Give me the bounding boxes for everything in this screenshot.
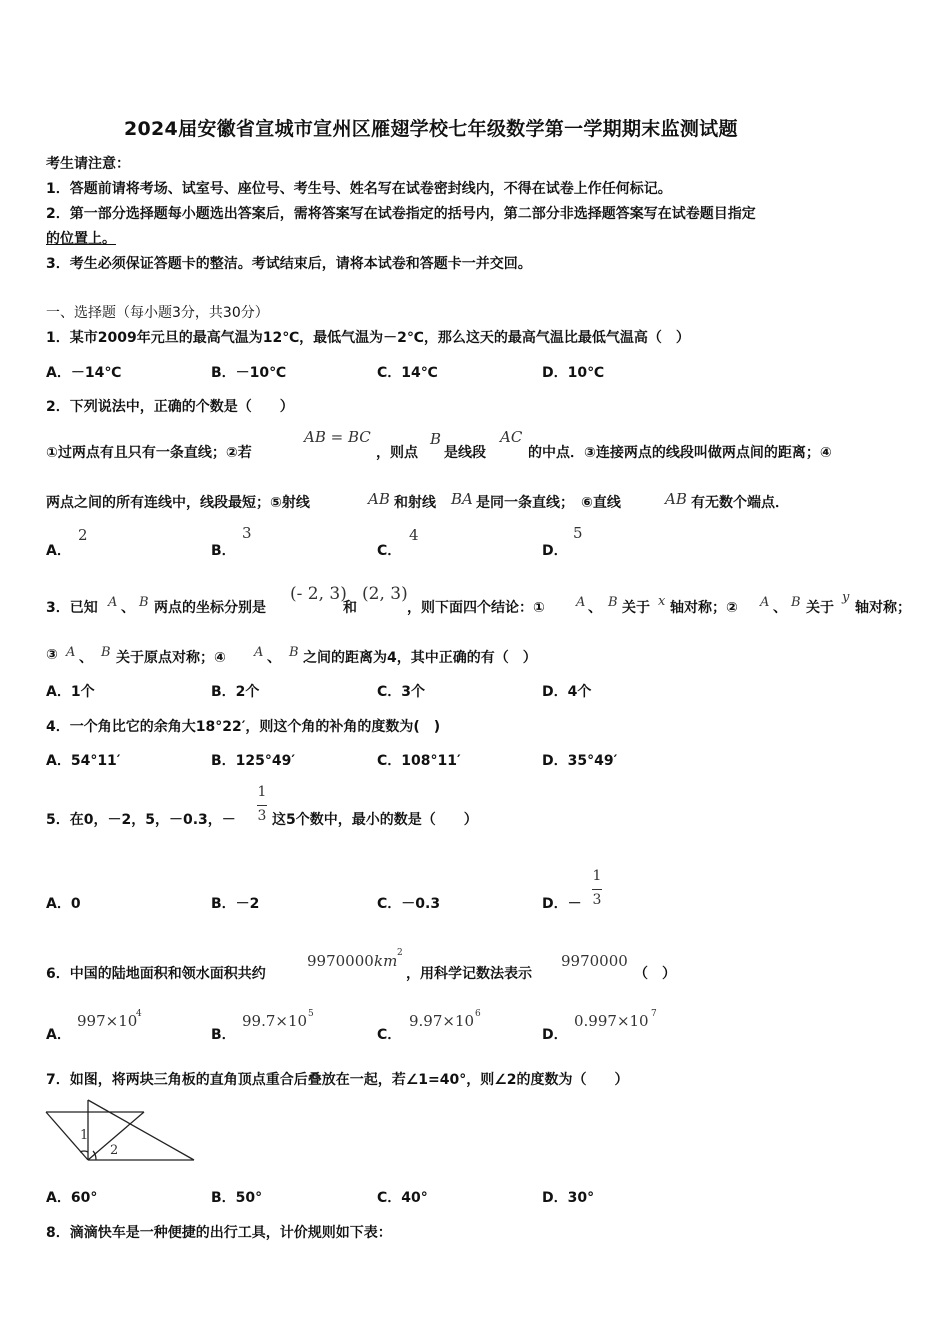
q3-math: B [101, 645, 111, 660]
q3-line1-part: ，则下面四个结论：① [407, 600, 545, 616]
q6-option-d: D． [542, 1027, 568, 1043]
q5-fraction-bar [257, 805, 267, 806]
q2-math: BA [451, 490, 473, 508]
q4-option-c: C．108°11′ [377, 753, 461, 769]
q1-option-c: C．14℃ [377, 365, 438, 381]
q6-option-a-exp: 4 [136, 1009, 142, 1019]
q3-math: A [576, 595, 586, 610]
question-8-stem: 8．滴滴快车是一种便捷的出行工具，计价规则如下表： [46, 1225, 392, 1241]
q3-math: y [842, 590, 850, 605]
q2-math: AC [500, 428, 523, 446]
q3-point-a: (- 2, 3) [290, 584, 347, 604]
q3-point-b: (2, 3) [362, 584, 408, 604]
q3-math: B [139, 595, 149, 610]
notice-item: 3．考生必须保证答题卡的整洁。考试结束后，请将本试卷和答题卡一并交回。 [46, 256, 532, 272]
q2-option-d: D． [542, 543, 568, 559]
q3-math: A [66, 645, 76, 660]
q6-option-b-value: 99.7×10 [242, 1012, 308, 1030]
q2-line1-part: ，则点 [376, 445, 418, 461]
q6-option-a: A． [46, 1027, 71, 1043]
q3-line2-part: 、 [79, 650, 93, 666]
q7-option-b: B．50° [211, 1190, 263, 1206]
q6-option-b-exp: 5 [308, 1009, 314, 1019]
q2-line1-part: ①过两点有且只有一条直线；②若 [46, 445, 252, 461]
q6-option-b: B． [211, 1027, 236, 1043]
q1-option-b: B．－10℃ [211, 365, 287, 381]
q2-line1-part: 是线段 [444, 445, 486, 461]
q5-d-fraction-denominator: 3 [592, 892, 602, 908]
page-title: 2024届安徽省宣城市宣州区雁翅学校七年级数学第一学期期末监测试题 [124, 118, 738, 140]
q3-line2-part: 之间的距离为4，其中正确的有（ ） [303, 650, 537, 666]
q2-line2-part: 是同一条直线； ⑥直线 [476, 495, 621, 511]
q6-stem-part: ，用科学记数法表示 [406, 966, 532, 982]
question-1-stem: 1．某市2009年元旦的最高气温为12℃，最低气温为－2℃，那么这天的最高气温比最低气温高（ ） [46, 330, 690, 346]
q6-option-d-value: 0.997×10 [574, 1012, 649, 1030]
q3-math: A [760, 595, 770, 610]
q7-option-a: A．60° [46, 1190, 98, 1206]
q3-option-c: C．3个 [377, 684, 426, 700]
q5-stem-part: 这5个数中，最小的数是（ ） [272, 812, 478, 828]
q5-stem-part: 5．在0，－2，5，－0.3，－ [46, 812, 236, 828]
q7-option-d: D．30° [542, 1190, 595, 1206]
q2-math: B [430, 430, 442, 448]
question-7-stem: 7．如图，将两块三角板的直角顶点重合后叠放在一起，若∠1=40°，则∠2的度数为（ ） [46, 1072, 629, 1088]
q3-line1-part: 轴对称； [855, 600, 911, 616]
q3-line1-part: 关于 [806, 600, 834, 616]
q3-line1-part: 两点的坐标分别是 [154, 600, 266, 616]
q3-line2-part: 、 [267, 650, 281, 666]
q3-option-a: A．1个 [46, 684, 95, 700]
q6-stem-part: 6．中国的陆地面积和领水面积共约 [46, 966, 266, 982]
q6-option-d-exp: 7 [651, 1009, 657, 1019]
notice-item: 1．答题前请将考场、试室号、座位号、考生号、姓名写在试卷密封线内，不得在试卷上作任何标记。 [46, 181, 672, 197]
q6-stem-part: （ ） [634, 966, 676, 982]
q4-option-b: B．125°49′ [211, 753, 296, 769]
q2-math: AB [665, 490, 687, 508]
q2-option-c: C． [377, 543, 402, 559]
q3-math: A [254, 645, 264, 660]
notice-item: 2．第一部分选择题每小题选出答案后，需将答案写在试卷指定的括号内，第二部分非选择题答案写在试卷题目指定 [46, 206, 756, 222]
q6-option-c-value: 9.97×10 [409, 1012, 475, 1030]
q3-line2-part: 关于原点对称；④ [116, 650, 226, 666]
q3-line1-part: 和 [343, 600, 357, 616]
q6-option-c: C． [377, 1027, 402, 1043]
q3-line1-part: 轴对称；② [670, 600, 738, 616]
q5-d-fraction-numerator: 1 [592, 868, 602, 884]
q6-math-sup: 2 [397, 948, 403, 958]
q2-math: AB = BC [304, 428, 371, 446]
question-4-stem: 4．一个角比它的余角大18°22′，则这个角的补角的度数为( ) [46, 719, 441, 735]
q6-math: 9970000 [561, 952, 628, 970]
q3-math: A [108, 595, 118, 610]
q2-line2-part: 和射线 [394, 495, 436, 511]
q5-fraction-denominator: 3 [257, 808, 267, 824]
q2-line1-part: 的中点．③连接两点的线段叫做两点间的距离；④ [528, 445, 832, 461]
triangle-figure [44, 1098, 199, 1166]
q3-line2-part: ③ [46, 647, 58, 663]
q7-option-c: C．40° [377, 1190, 428, 1206]
q5-d-fraction-bar [592, 889, 602, 890]
section-heading: 一、选择题（每小题3分，共30分） [46, 305, 269, 321]
question-2-stem: 2．下列说法中，正确的个数是（ ） [46, 399, 294, 415]
q2-option-b: B． [211, 543, 236, 559]
q2-line2-part: 两点之间的所有连线中，线段最短；⑤射线 [46, 495, 310, 511]
q5-option-d: D．－ [542, 896, 582, 912]
q2-option-c-value: 4 [409, 526, 419, 544]
q3-option-b: B．2个 [211, 684, 260, 700]
q5-option-c: C．－0.3 [377, 896, 441, 912]
q3-math: x [658, 594, 666, 609]
q6-math-unit: km [374, 952, 398, 970]
q2-option-a: A． [46, 543, 71, 559]
q5-fraction-numerator: 1 [257, 784, 267, 800]
q3-line1-part: 关于 [622, 600, 650, 616]
q4-option-a: A．54°11′ [46, 753, 121, 769]
q1-option-d: D．10℃ [542, 365, 605, 381]
q2-option-d-value: 5 [573, 524, 583, 542]
q5-option-a: A．0 [46, 896, 81, 912]
angle-1-label: 1 [80, 1128, 89, 1143]
q2-option-b-value: 3 [242, 524, 252, 542]
q3-math: B [791, 595, 801, 610]
q6-option-c-exp: 6 [475, 1009, 481, 1019]
q3-math: B [289, 645, 299, 660]
q6-option-a-value: 997×10 [77, 1012, 138, 1030]
q3-line1-part: 、 [588, 600, 602, 616]
q4-option-d: D．35°49′ [542, 753, 618, 769]
q3-option-d: D．4个 [542, 684, 592, 700]
q3-line1-part: 、 [773, 600, 787, 616]
q3-line1-part: 3．已知 [46, 600, 98, 616]
q3-line1-part: 、 [121, 600, 135, 616]
q5-option-b: B．－2 [211, 896, 260, 912]
q2-math: AB [368, 490, 390, 508]
q2-option-a-value: 2 [78, 526, 88, 544]
notice-heading: 考生请注意： [46, 156, 130, 172]
q1-option-a: A．－14℃ [46, 365, 122, 381]
notice-item: 的位置上。 [46, 231, 116, 247]
q6-math: 9970000 [307, 952, 374, 970]
q2-line2-part: 有无数个端点． [691, 495, 789, 511]
angle-2-label: 2 [110, 1143, 119, 1158]
q3-math: B [608, 595, 618, 610]
